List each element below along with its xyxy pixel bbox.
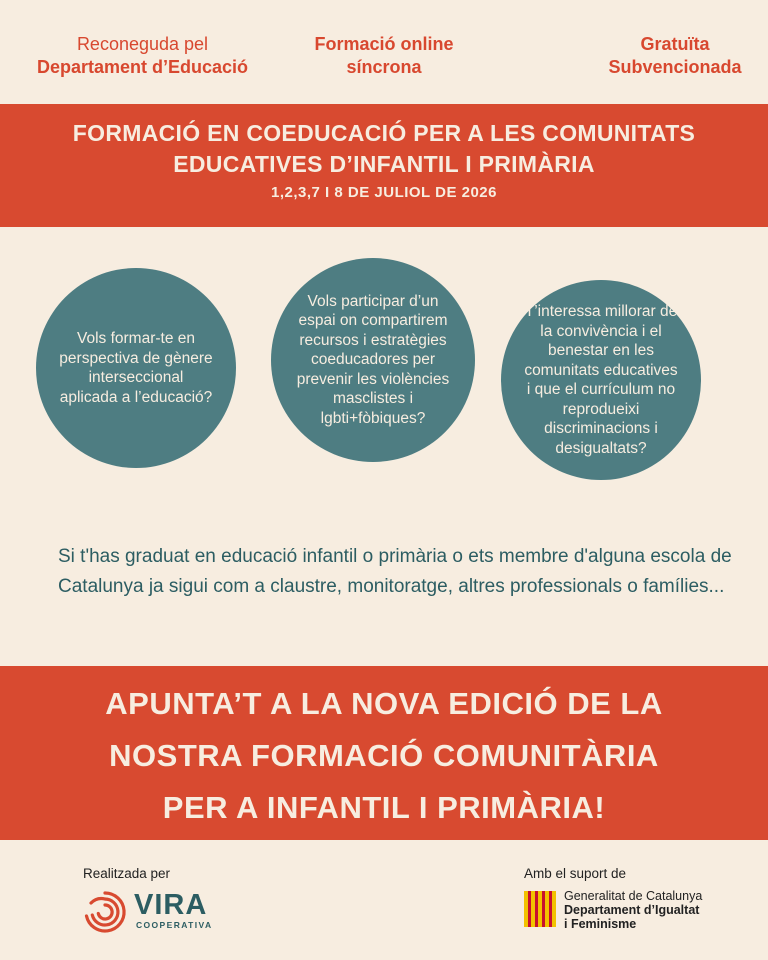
question-circle-3: [501, 280, 701, 480]
feature-recognized: [0, 33, 285, 79]
page-title: [0, 104, 768, 180]
question-circle-2: [271, 258, 475, 462]
feature-free-line2: Subvencionada: [608, 57, 742, 77]
title-line-2: EDUCATIVES D’INFANTIL I PRIMÀRIA: [173, 151, 595, 177]
question-text-1: Vols formar-te en perspectiva de gènere interseccional aplicada a l’educació?: [59, 330, 213, 406]
course-dates: 1,2,3,7 I 8 DE JULIOL DE 2026: [271, 184, 497, 201]
header-features: [0, 33, 768, 83]
feature-online-line2: síncrona: [346, 57, 422, 77]
feature-online-line1: Formació online: [314, 34, 454, 54]
title-banner: [0, 104, 768, 227]
feature-recognized-line2: Departament d’Educació: [36, 57, 249, 77]
feature-online: [300, 33, 468, 79]
audience-info: Si t'has graduat en educació infantil o primària o ets membre d'alguna escola de Catalunya ja sigui com a claustre, monitoratge, altres professionals o famílies...: [58, 546, 732, 597]
gencat-line-3: i Feminisme: [564, 917, 637, 931]
feature-free: [560, 33, 768, 79]
vira-spiral-icon: [82, 889, 128, 935]
made-by-label: Realitzada per: [83, 866, 171, 881]
catalan-flag-icon: [524, 891, 556, 927]
cta-line-3: PER A INFANTIL I PRIMÀRIA!: [162, 790, 606, 825]
feature-recognized-line1: Reconeguda pel: [76, 34, 209, 54]
title-line-1: FORMACIÓ EN COEDUCACIÓ PER A LES COMUNITATS: [72, 120, 696, 146]
feature-free-line1: Gratuïta: [640, 34, 710, 54]
cta-line-2: NOSTRA FORMACIÓ COMUNITÀRIA: [109, 738, 659, 773]
vira-subtitle: COOPERATIVA: [136, 920, 213, 930]
vira-name: VIRA: [134, 889, 208, 921]
gencat-line-2: Departament d’Igualtat: [564, 903, 700, 917]
cta-banner[interactable]: [0, 666, 768, 840]
question-text-3: T’interessa millorar de la convivència i el benestar en les comunitats educatives i que el currículum no reprodueixi discriminacions i desigualtats?: [524, 303, 678, 457]
cta-line-1: APUNTA’T A LA NOVA EDICIÓ DE LA: [105, 686, 663, 721]
support-label: Amb el suport de: [524, 866, 627, 881]
question-circle-1: [36, 268, 236, 468]
question-text-2: Vols participar d’un espai on compartirem recursos i estratègies coeducadores per prevenir les violències masclistes i lgbti+fòbiques?: [296, 292, 450, 427]
gencat-line-1: Generalitat de Catalunya: [564, 889, 703, 903]
